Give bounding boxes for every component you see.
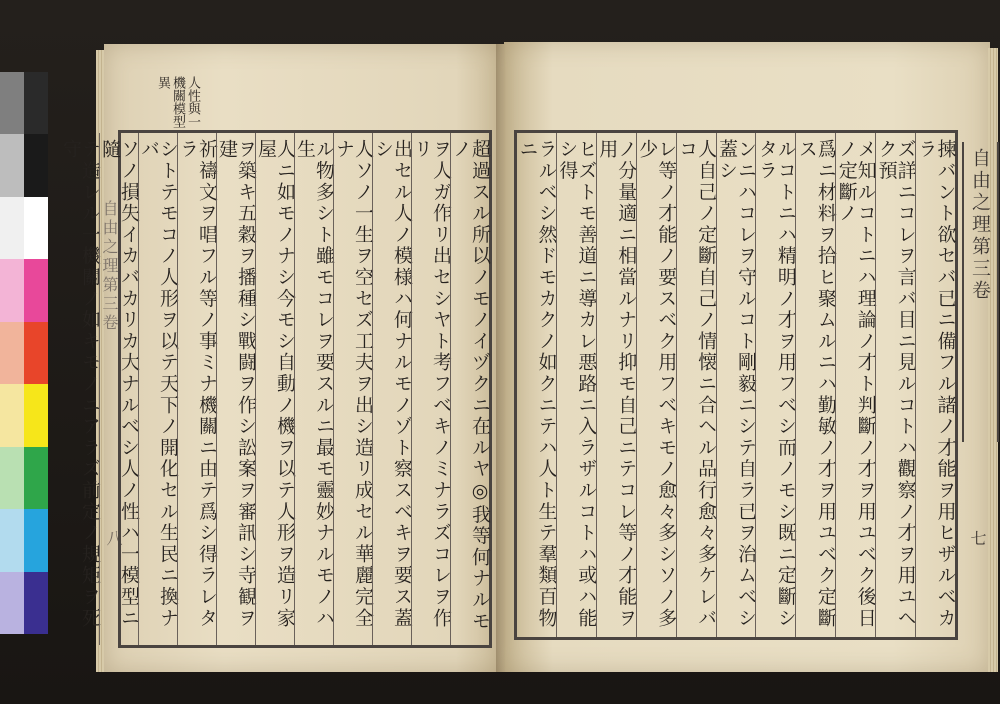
text-column: 人ニ如モノナシ今モシ自動ノ機ヲ以テ人形ヲ造リ家屋: [255, 133, 294, 645]
book-gutter: [496, 44, 512, 672]
color-patch: [24, 384, 48, 446]
text-column: 爲ニ材料ヲ拾ヒ聚ムルニハ勤敏ノ才ヲ用ユベク定斷ス: [795, 133, 835, 637]
color-patch: [24, 447, 48, 509]
open-book: [60, 30, 996, 690]
text-column: 超過スル所以ノモノイヅクニ在ルヤ◎我等何ナルモノ: [450, 133, 489, 645]
color-patch: [0, 572, 24, 634]
left-page-margin-title: 自由之理第三卷: [100, 200, 119, 333]
right-page-title: 自由之理第三卷: [962, 142, 999, 442]
text-column: 人ソノ一生ヲ空セズ工夫ヲ出シ造リ成セル華麗完全ナ: [333, 133, 372, 645]
color-patch: [24, 259, 48, 321]
color-patch: [24, 572, 48, 634]
text-column: テ造レル一機關ノ如キモノニアラズ前定ノ規矩ヲ死守: [60, 139, 101, 629]
text-column: 出セル人ノ模様ハ何ナルモノゾト察スベキヲ要ス蓋シ: [372, 133, 411, 645]
text-column: ラルベシ然ドモカクノ如クニテハ人ト生テ羣類百物ニ: [516, 139, 558, 629]
color-patch: [0, 259, 24, 321]
text-column: 人自己ノ定斷自己ノ情懐ニ合ヘル品行愈々多ケレバコ: [676, 133, 716, 637]
text-column: レ等ノ才能ノ要スベク用フベキモノ愈々多シソノ多少: [636, 133, 676, 637]
right-page-folio: 七: [968, 530, 987, 546]
text-column: ル物多シト雖モコレヲ要スルニ最モ靈妙ナルモノハ生: [294, 133, 333, 645]
text-column: ヲ人ガ作リ出セシヤト考フベキノミナラズコレヲ作リ: [411, 133, 450, 645]
text-column: ノ分量適ニ相當ルナリ抑モ自己ニテコレ等ノ才能ヲ用: [596, 133, 636, 637]
text-column: ルコトニハ精明ノ才ヲ用フベシ而ノモシ既ニ定斷シタラ: [755, 133, 795, 637]
text-column: ズ詳ニコレヲ言バ目ニ見ルコトハ觀察ノ才ヲ用ユヘク預: [875, 133, 915, 637]
color-patch: [0, 509, 24, 571]
color-patch: [24, 197, 48, 259]
color-patch: [24, 322, 48, 384]
right-page-text-frame: [514, 130, 958, 640]
color-patch: [24, 134, 48, 196]
text-column: ソノ損失イカバカリカ大ナルベシ人ノ性ハ一模型ニ隨: [99, 133, 138, 645]
text-column: ヲ築キ五穀ヲ播種シ戰闘ヲ作シ訟案ヲ審訊シ寺観ヲ建: [216, 133, 255, 645]
text-column: ンニハコレヲ守ルコト剛毅ニシテ自ラ已ヲ治ムベシ蓋シ: [716, 133, 756, 637]
color-patch: [24, 509, 48, 571]
text-column: シトテモコノ人形ヲ以テ天下ノ開化セル生民ニ換ナバ: [138, 133, 177, 645]
color-patch: [0, 384, 24, 446]
right-page-columns: [517, 133, 955, 637]
color-patch: [0, 447, 24, 509]
color-patch: [0, 72, 24, 134]
color-patch: [0, 197, 24, 259]
color-patch: [24, 72, 48, 134]
color-calibration-strip: [0, 72, 48, 634]
text-column: 揀バント欲セバ已ニ備フル諸ノ才能ヲ用ヒザルベカラ: [915, 133, 955, 637]
text-column: 祈禱文ヲ唱フル等ノ事ミナ機關ニ由テ爲シ得ラレタラ: [177, 133, 216, 645]
text-column: メ知ルコトニハ理論ノ才ト判斷ノ才ヲ用ユベク後日ノ定斷ノ: [835, 133, 875, 637]
left-page-folio: 八: [104, 530, 123, 546]
color-patch: [0, 322, 24, 384]
calibration-column-1: [0, 72, 24, 634]
color-patch: [0, 134, 24, 196]
left-page-header-note: 人性與一機關模型異: [155, 76, 200, 128]
calibration-column-2: [24, 72, 48, 634]
text-column: ヒズトモ善道ニ導カレ悪路ニ入ラザルコトハ或ハ能シ得: [556, 133, 596, 637]
